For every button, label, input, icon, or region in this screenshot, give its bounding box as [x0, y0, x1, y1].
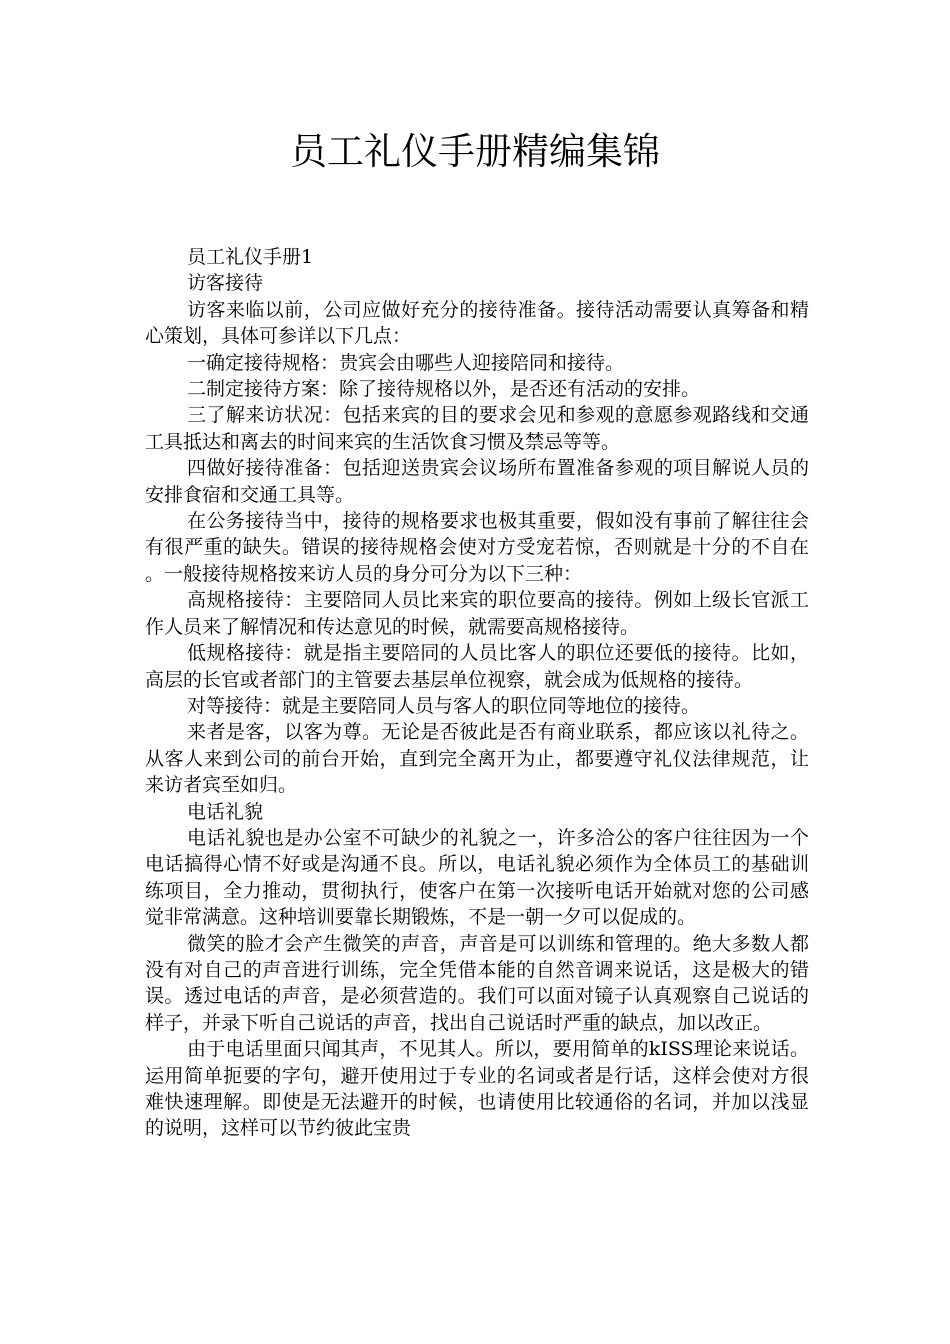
document-title: 员工礼仪手册精编集锦 — [290, 130, 660, 173]
paragraph-high-level: 高规格接待：主要陪同人员比来宾的职位要高的接待。例如上级长官派工作人员来了解情况和传达意见的时候，就需要高规格接待。 — [145, 589, 809, 638]
paragraph-point-three: 三了解来访状况：包括来宾的目的要求会见和参观的意愿参观路线和交通工具抵达和离去的时间来宾的生活饮食习惯及禁忌等等。 — [145, 404, 809, 453]
paragraph-kiss-theory: 由于电话里面只闻其声，不见其人。所以，要用简单的kISS理论来说话。运用简单扼要的字句，避开使用过于专业的名词或者是行话，这样会使对方很难快速理解。即使是无法避开的时候，也请使用比较通俗的名词，并加以浅显的说明，这样可以节约彼此宝贵 — [145, 1038, 809, 1140]
paragraph-phone-etiquette: 电话礼貌也是办公室不可缺少的礼貌之一，许多洽公的客户往往因为一个电话搞得心情不好或是沟通不良。所以，电话礼貌必须作为全体员工的基础训练项目，全力推动，贯彻执行，使客户在第一次接听电话开始就对您的公司感觉非常满意。这种培训要靠长期锻炼，不是一朝一夕可以促成的。 — [145, 826, 809, 929]
paragraph-equal-level: 对等接待：就是主要陪同人员与客人的职位同等地位的接待。 — [187, 694, 701, 717]
paragraph-reception-preparation: 访客来临以前，公司应做好充分的接待准备。接待活动需要认真筹备和精心策划，具体可参详以下几点： — [145, 298, 809, 348]
paragraph-reception-levels: 在公务接待当中，接待的规格要求也极其重要，假如没有事前了解往往会有很严重的缺失。错误的接待规格会使对方受宠若惊，否则就是十分的不自在。一般接待规格按来访人员的身分可分为以下三种： — [145, 510, 809, 585]
section-heading-visitor-reception: 访客接待 — [187, 272, 264, 295]
paragraph-smiling-voice: 微笑的脸才会产生微笑的声音，声音是可以训练和管理的。绝大多数人都没有对自己的声音进行训练，完全凭借本能的自然音调来说话，这是极大的错误。透过电话的声音，是必须营造的。我们可以面对镜子认真观察自己说话的样子，并录下听自己说话的声音，找出自己说话时严重的缺点，加以改正。 — [145, 932, 809, 1034]
paragraph-point-two: 二制定接待方案：除了接待规格以外，是否还有活动的安排。 — [187, 378, 701, 401]
paragraph-guest-respect: 来者是客，以客为尊。无论是否彼此是否有商业联系，都应该以礼待之。从客人来到公司的前台开始，直到完全离开为止，都要遵守礼仪法律规范，让来访者宾至如归。 — [145, 721, 809, 797]
section-heading-phone-etiquette: 电话礼貌 — [187, 800, 264, 823]
paragraph-low-level: 低规格接待：就是指主要陪同的人员比客人的职位还要低的接待。比如，高层的长官或者部门的主管要去基层单位视察，就会成为低规格的接待。 — [145, 642, 809, 691]
paragraph-point-one: 一确定接待规格：贵宾会由哪些人迎接陪同和接待。 — [187, 351, 625, 374]
section-heading-handbook: 员工礼仪手册1 — [187, 246, 314, 268]
document-body — [145, 244, 809, 1142]
paragraph-point-four: 四做好接待准备：包括迎送贵宾会议场所布置准备参观的项目解说人员的安排食宿和交通工具等。 — [145, 457, 809, 506]
